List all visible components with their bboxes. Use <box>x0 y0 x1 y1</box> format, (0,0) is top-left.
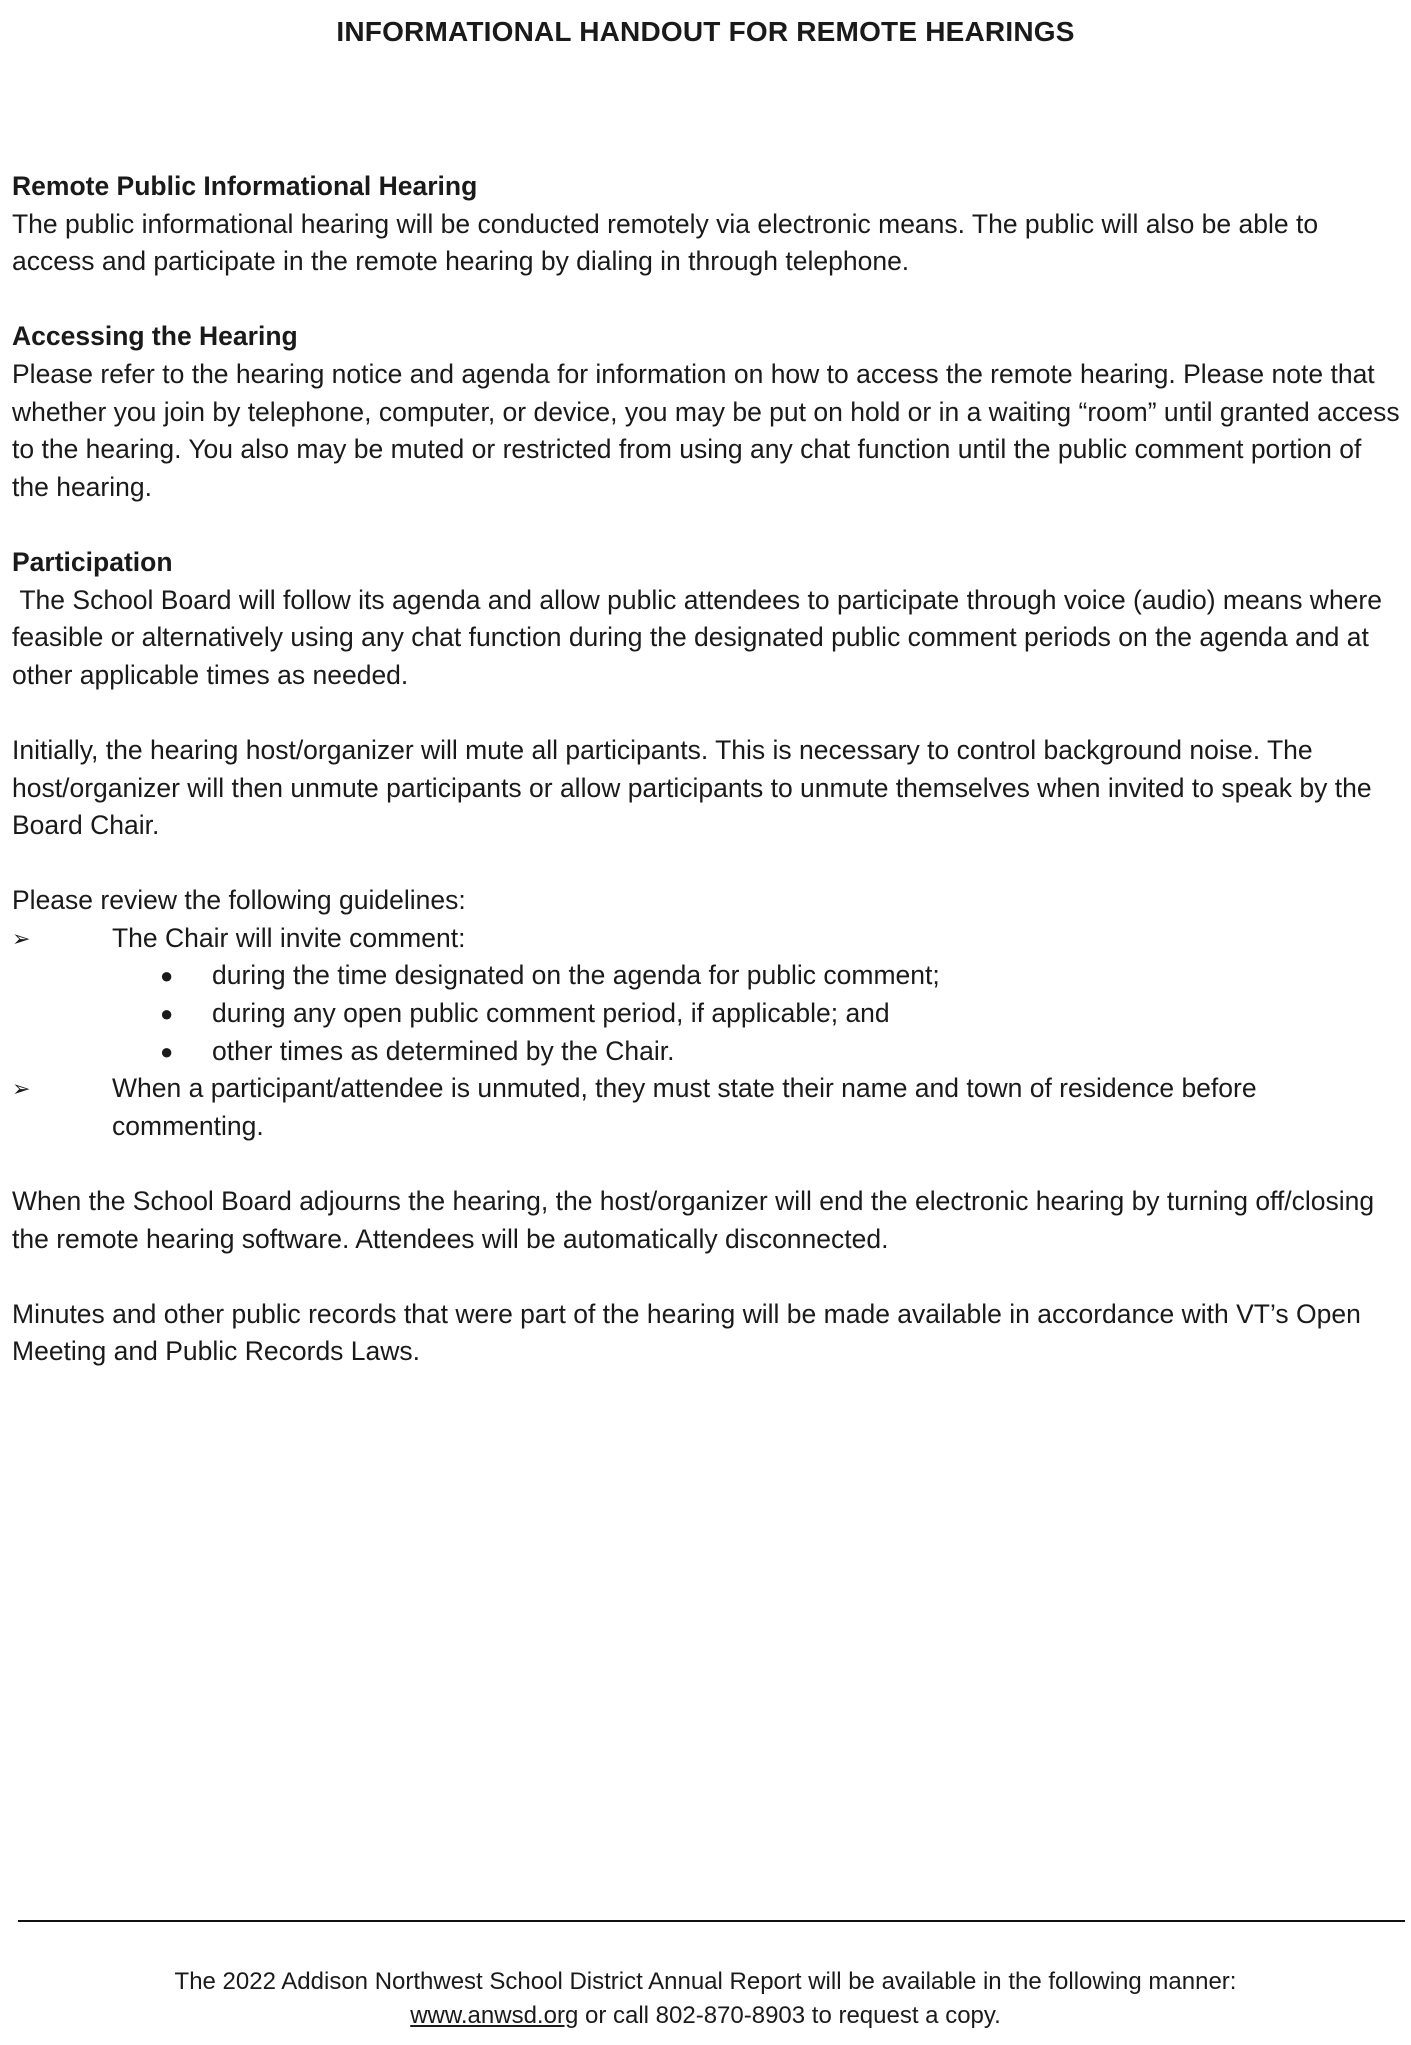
document-body <box>12 168 1402 1371</box>
guidelines-intro: Please review the following guidelines: <box>12 885 466 916</box>
section-heading-remote: Remote Public Informational Hearing <box>12 171 478 201</box>
sub-item-text: during the time designated on the agenda for public comment; <box>212 960 940 991</box>
participation-paragraph-2: Initially, the hearing host/organizer will mute all participants. This is necessary to control background noise. The host/organizer will then unmute participants or allow participants to unmute themselves when invited to speak by the Board Chair. <box>12 734 1372 841</box>
arrow-bullet-icon: ➢ <box>12 925 31 951</box>
arrow-bullet-icon: ➢ <box>12 1076 31 1102</box>
sub-item-text: during any open public comment period, if applicable; and <box>212 998 890 1029</box>
section-heading-participation: Participation <box>12 546 173 577</box>
footer-line-1: The 2022 Addison Northwest School District Annual Report will be available in the following manner: <box>174 1968 1237 1995</box>
footer-contact-text: or call 802-870-8903 to request a copy. <box>578 2002 1001 2029</box>
participation-paragraph-1: The School Board will follow its agenda and allow public attendees to participate through voice (audio) means where feasible or alternatively using any chat function during the designated public comment periods on the agenda and at other applicable times as needed. <box>12 584 1390 690</box>
guideline-item-1 <box>12 920 1402 958</box>
section-heading-accessing: Accessing the Hearing <box>12 321 298 352</box>
page-title: INFORMATIONAL HANDOUT FOR REMOTE HEARINGS <box>336 16 1075 47</box>
sub-item <box>12 1033 1402 1071</box>
bullet-dot-icon: ● <box>160 1001 174 1027</box>
bullet-dot-icon: ● <box>160 963 174 989</box>
footer-divider <box>18 1920 1405 1922</box>
sub-item <box>12 995 1402 1033</box>
guideline-item-1-text: The Chair will invite comment: <box>112 922 466 953</box>
website-link[interactable]: www.anwsd.org <box>410 2002 579 2029</box>
sub-item <box>12 957 1402 995</box>
adjourn-paragraph: When the School Board adjourns the hearing, the host/organizer will end the electronic hearing by turning off/closing the remote hearing software. Attendees will be automatically disconnected. <box>12 1186 1375 1254</box>
guideline-item-2 <box>12 1070 1402 1145</box>
section-body-remote: The public informational hearing will be conducted remotely via electronic means. The public will also be able to access and participate in the remote hearing by dialing in through telephone. <box>12 208 1319 277</box>
sub-item-text: other times as determined by the Chair. <box>212 1035 675 1066</box>
minutes-paragraph: Minutes and other public records that were part of the hearing will be made available in accordance with VT’s Open Meeting and Public Records Laws. <box>12 1298 1361 1367</box>
guideline-item-2-text: When a participant/attendee is unmuted, they must state their name and town of residence before commenting. <box>112 1073 1257 1141</box>
section-body-accessing: Please refer to the hearing notice and agenda for information on how to access the remote hearing. Please note that whether you join by telephone, computer, or device, you may be put on hold or in a waiting “room” until granted access to the hearing. You also may be muted or restricted from using any chat function until the public comment portion of the hearing. <box>12 358 1400 502</box>
footer-line-2 <box>0 1999 1411 2033</box>
bullet-dot-icon: ● <box>160 1038 174 1064</box>
